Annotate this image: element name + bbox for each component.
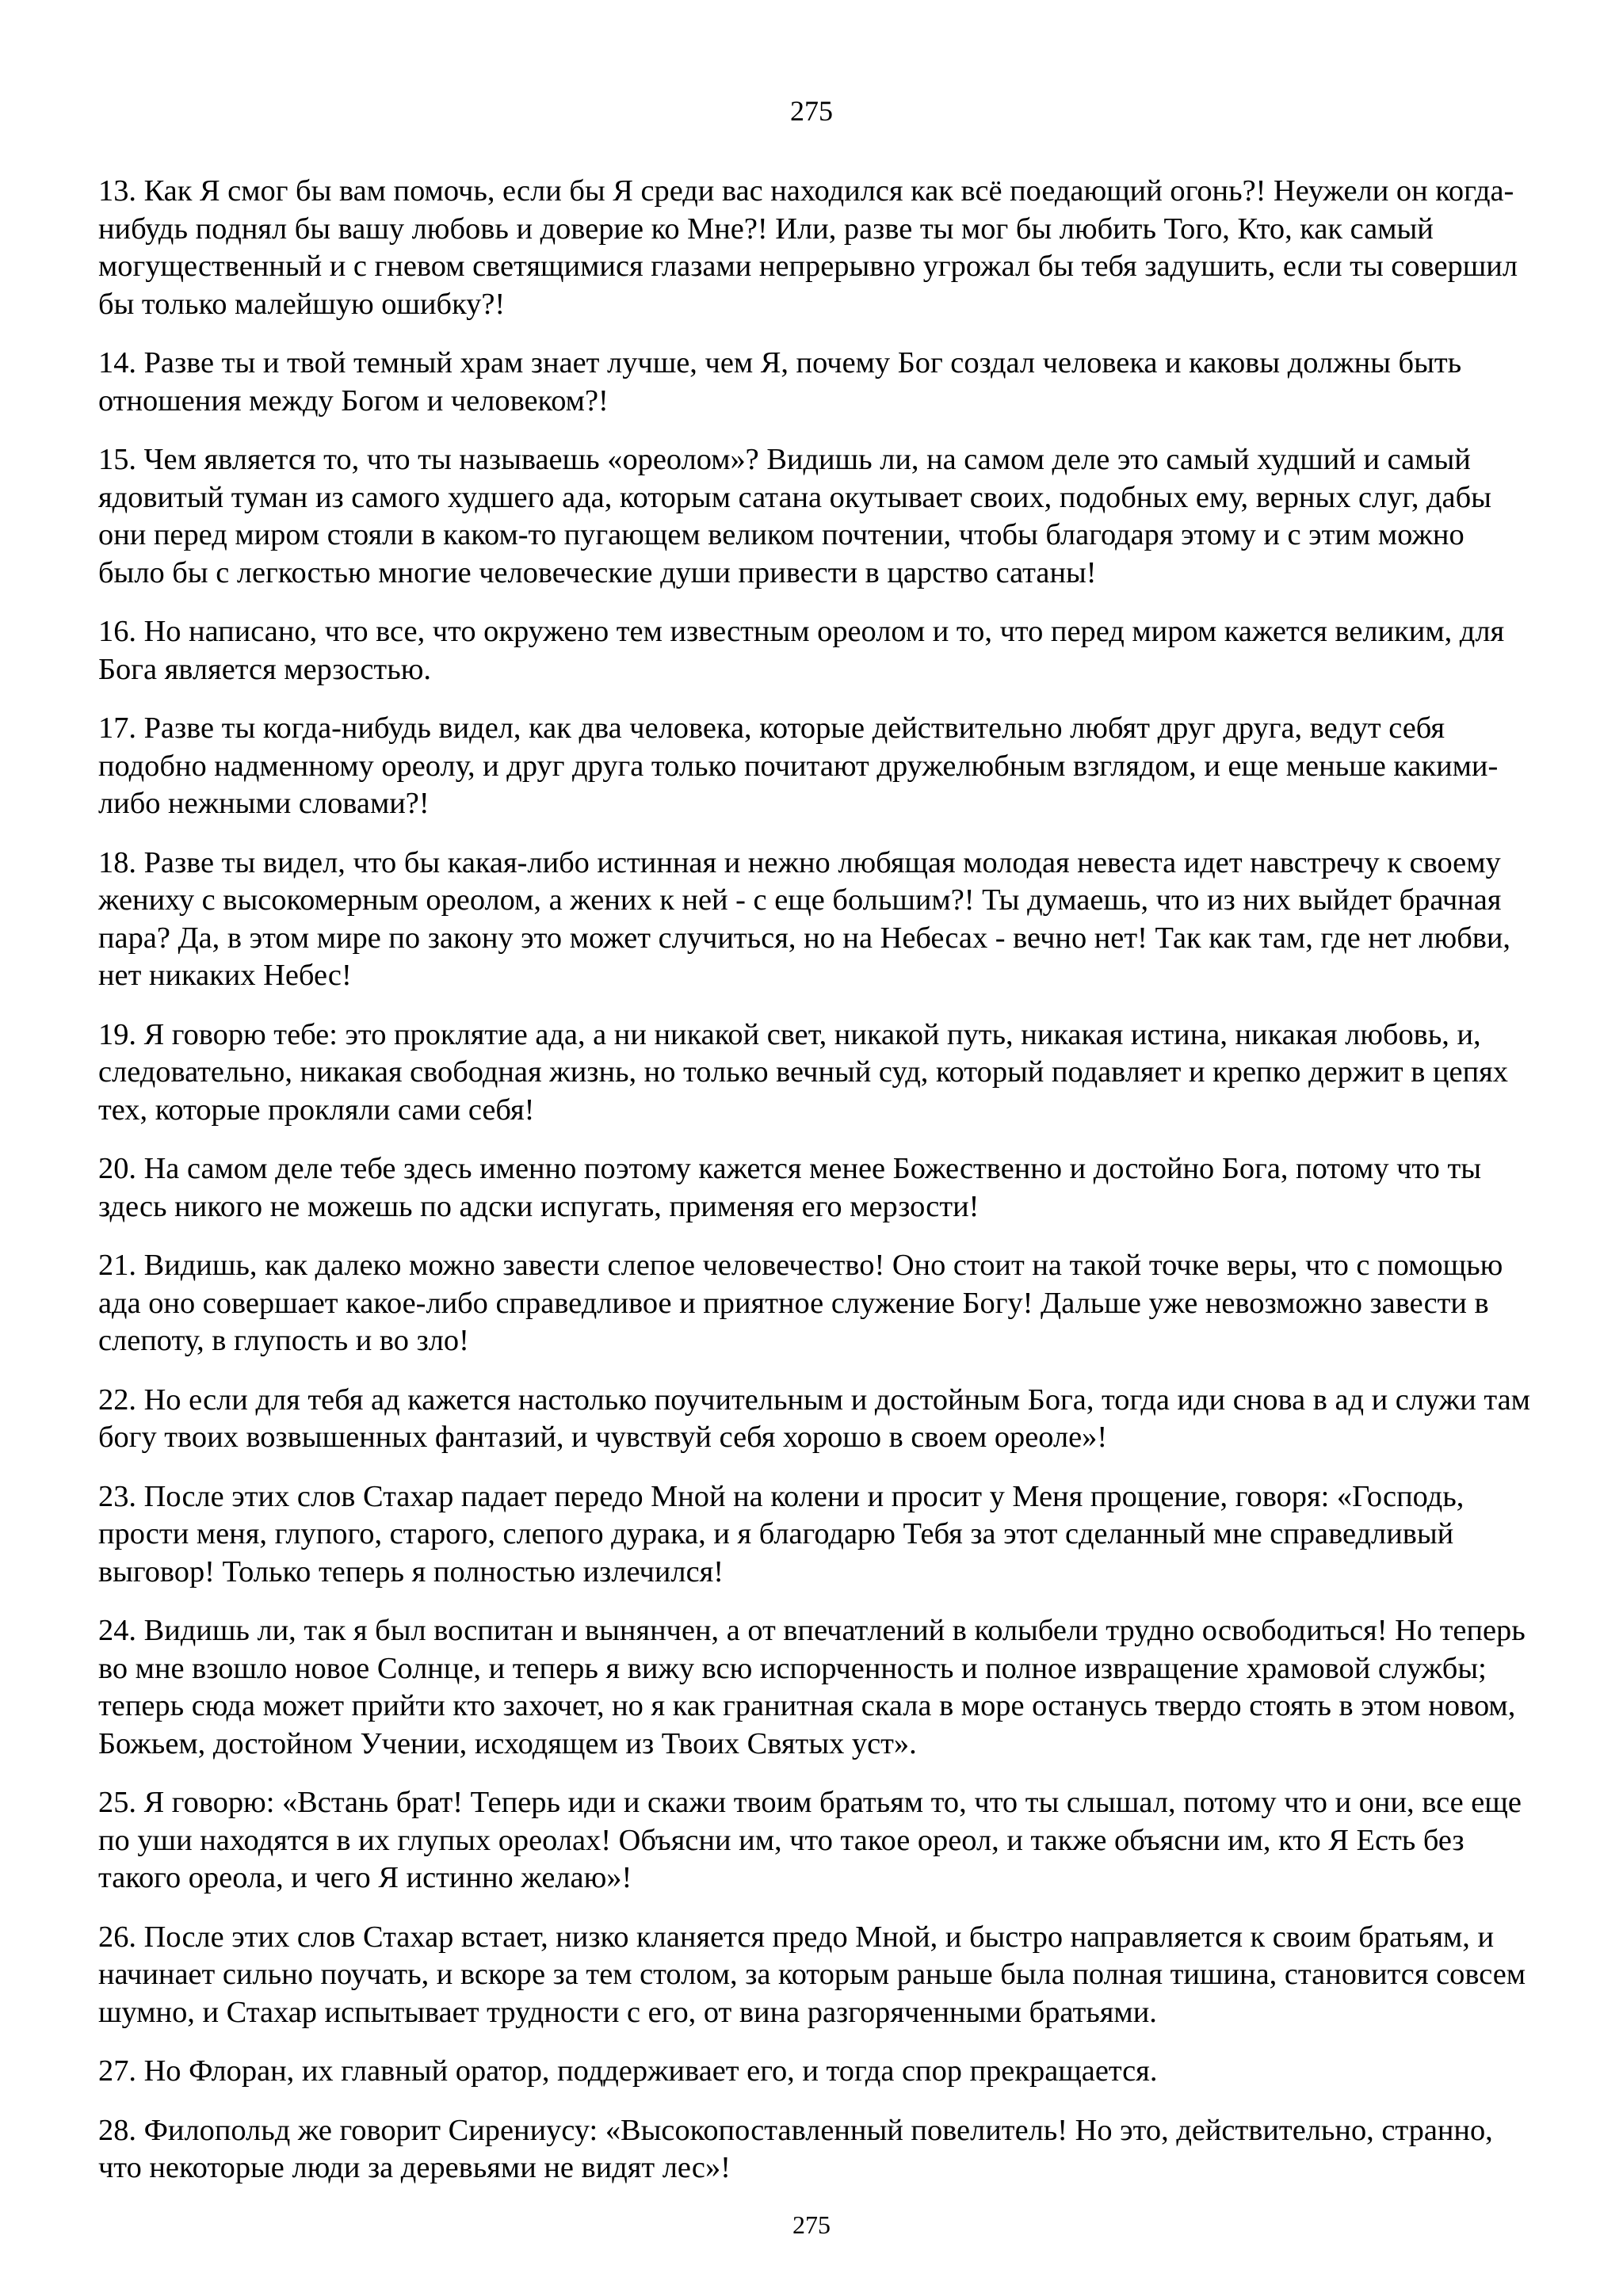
verse-19: 19. Я говорю тебе: это проклятие ада, а ни никакой свет, никакой путь, никакая истина, никакая любовь, и, следовательно, никакая свободная жизнь, но только вечный суд, который подавляет и крепко держит в цепях тех, которые прокляли сами себя! <box>98 1017 1508 1127</box>
document-body <box>98 173 1534 2209</box>
verse-24: 24. Видишь ли, так я был воспитан и вынянчен, а от впечатлений в колыбели трудно освободиться! Но теперь во мне взошло новое Солнце, и теперь я вижу всю испорченность и полное извращение храмовой службы; теперь сюда может прийти кто захочет, но я как гранитная скала в море останусь твердо стоять в этом новом, Божьем, достойном Учении, исходящем из Твоих Святых уст». <box>98 1614 1526 1760</box>
verse-16: 16. Но написано, что все, что окружено тем известным ореолом и то, что перед миром кажется великим, для Бога является мерзостью. <box>98 615 1505 686</box>
verse-23: 23. После этих слов Стахар падает передо Мной на колени и просит у Меня прощение, говоря: «Господь, прости меня, глупого, старого, слепого дурака, и я благодарю Тебя за этот сделанный мне справедливый выговор! Только теперь я полностью излечился! <box>98 1479 1465 1589</box>
verse-21: 21. Видишь, как далеко можно завести слепое человечество! Оно стоит на такой точке веры, что с помощью ада оно совершает какое-либо справедливое и приятное служение Богу! Дальше уже невозможно завести в слепоту, в глупость и во зло! <box>98 1249 1503 1357</box>
verse-27: 27. Но Флоран, их главный оратор, поддерживает его, и тогда спор прекращается. <box>98 2054 1158 2088</box>
verse-22: 22. Но если для тебя ад кажется настолько поучительным и достойным Бога, тогда иди снова в ад и служи там богу твоих возвышенных фантазий, и чувствуй себя хорошо в своем ореоле»! <box>98 1383 1530 1454</box>
page-number-bottom: 275 <box>792 2210 831 2239</box>
verse-14: 14. Разве ты и твой темный храм знает лучше, чем Я, почему Бог создал человека и каковы должны быть отношения между Богом и человеком?! <box>98 346 1462 418</box>
verse-13: 13. Как Я смог бы вам помочь, если бы Я среди вас находился как всё поедающий огонь?! Неужели он когда-нибудь поднял бы вашу любовь и доверие ко Мне?! Или, разве ты мог бы любить Того, Кто, как самый могущественный и с гневом светящимися глазами непрерывно угрожал бы тебя задушить, если ты совершил бы только малейшую ошибку?! <box>98 174 1518 321</box>
verse-28: 28. Филопольд же говорит Сирениусу: «Высокопоставленный повелитель! Но это, действительно, странно, что некоторые люди за деревьями не видят лес»! <box>98 2113 1493 2184</box>
verse-20: 20. На самом деле тебе здесь именно поэтому кажется менее Божественно и достойно Бога, потому что ты здесь никого не можешь по адски испугать, применяя его мерзости! <box>98 1152 1482 1223</box>
verse-15: 15. Чем является то, что ты называешь «ореолом»? Видишь ли, на самом деле это самый худший и самый ядовитый туман из самого худшего ада, которым сатана окутывает своих, подобных ему, верных слуг, дабы они перед миром стояли в каком-то пугающем великом почтении, чтобы благодаря этому и с этим можно было бы с легкостью многие человеческие души привести в царство сатаны! <box>98 443 1491 589</box>
page-number-top: 275 <box>790 95 833 127</box>
verse-18: 18. Разве ты видел, что бы какая-либо истинная и нежно любящая молодая невеста идет навстречу к своему жениху с высокомерным ореолом, а жених к ней - с еще большим?! Ты думаешь, что из них выйдет брачная пара? Да, в этом мире по закону это может случиться, но на Небесах - вечно нет! Так как там, где нет любви, нет никаких Небес! <box>98 845 1511 992</box>
verse-25: 25. Я говорю: «Встань брат! Теперь иди и скажи твоим братьям то, что ты слышал, потому что и они, все еще по уши находятся в их глупых ореолах! Объясни им, что такое ореол, и также объясни им, кто Я Есть без такого ореола, и чего Я истинно желаю»! <box>98 1786 1522 1894</box>
verse-26: 26. После этих слов Стахар встает, низко кланяется предо Мной, и быстро направляется к своим братьям, и начинает сильно поучать, и вскоре за тем столом, за которым раньше была полная тишина, становится совсем шумно, и Стахар испытывает трудности с его, от вина разгоряченными братьями. <box>98 1920 1526 2029</box>
verse-17: 17. Разве ты когда-нибудь видел, как два человека, которые действительно любят друг друга, ведут себя подобно надменному ореолу, и друг друга только почитают дружелюбным взглядом, и еще меньше какими-либо нежными словами?! <box>98 711 1499 820</box>
